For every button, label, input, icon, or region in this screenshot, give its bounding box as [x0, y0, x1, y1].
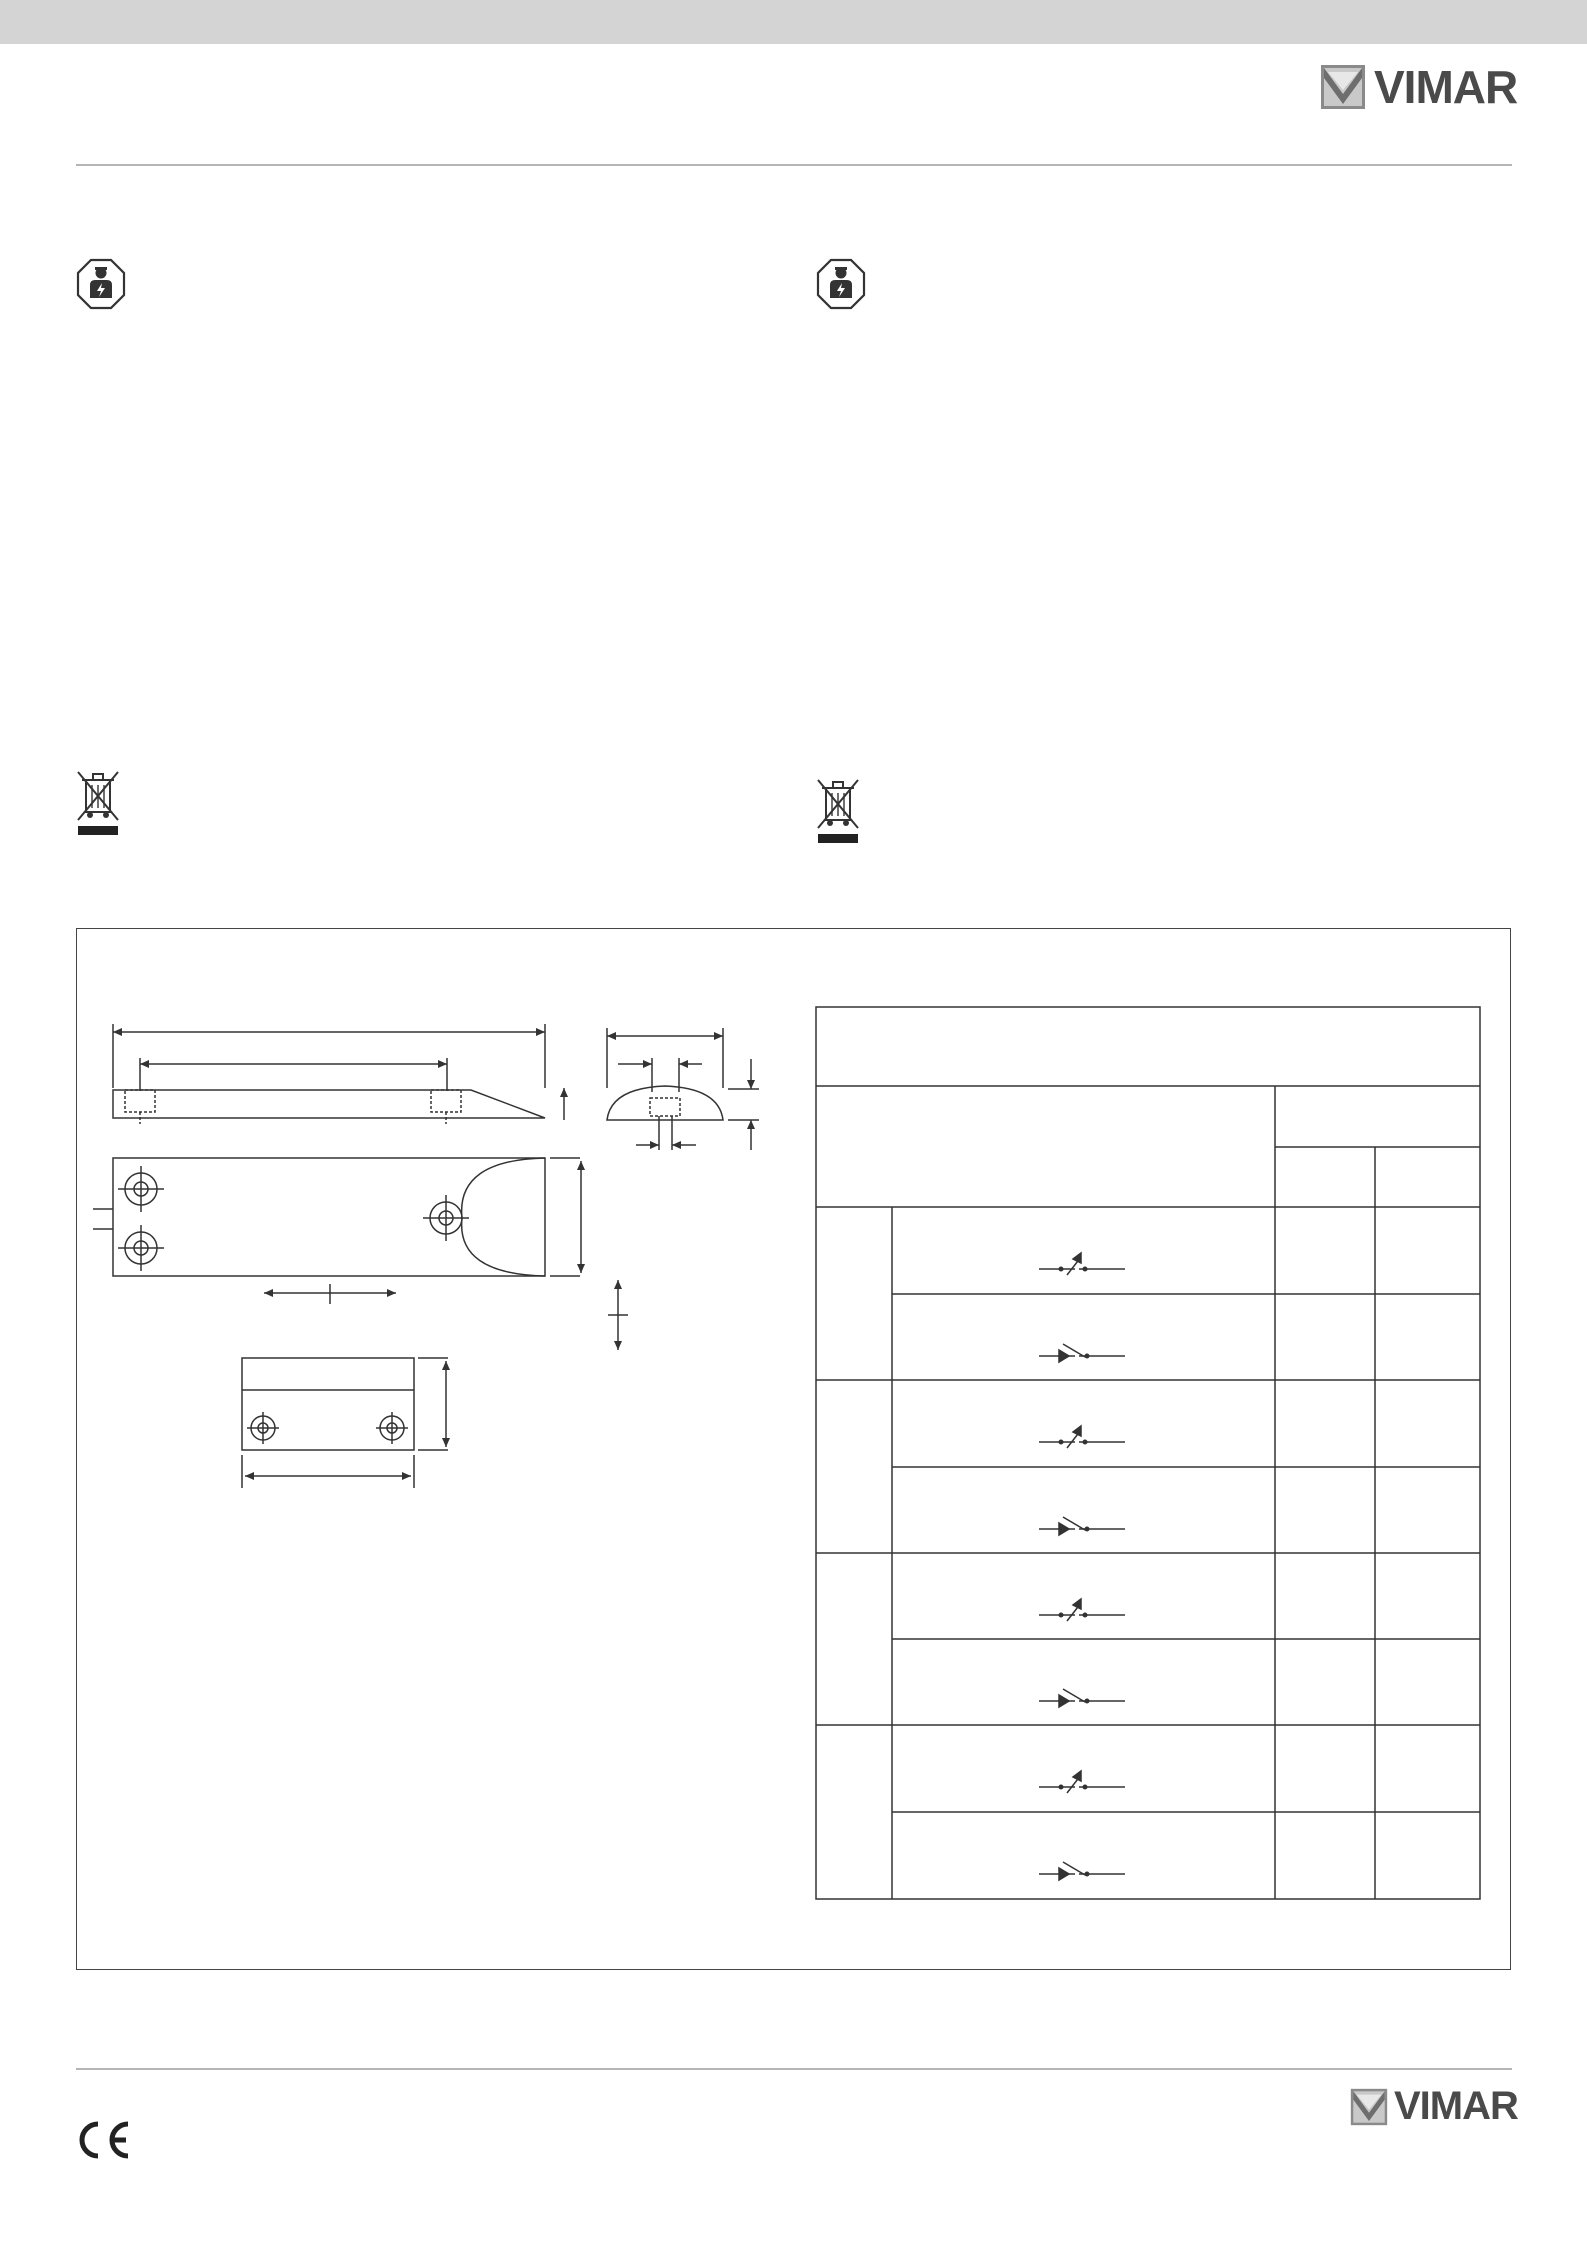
- contact-open-icon: [1039, 1689, 1125, 1707]
- contact-side-view: [113, 1024, 564, 1124]
- vimar-logo: [1320, 60, 1517, 114]
- vimar-logo-mark-icon: [1320, 64, 1366, 110]
- weee-crossed-bin-icon: [814, 776, 862, 846]
- ce-mark-icon: [74, 2118, 132, 2162]
- dimension-drawings: [76, 928, 776, 1528]
- contact-closed-icon: [1039, 1426, 1125, 1448]
- contact-top-view: [93, 1158, 628, 1350]
- contact-open-icon: [1039, 1517, 1125, 1535]
- installer-warning-icon: [76, 258, 126, 310]
- installer-warning-icon: [816, 258, 866, 310]
- contact-closed-icon: [1039, 1253, 1125, 1275]
- contact-closed-icon: [1039, 1771, 1125, 1793]
- contact-closed-icon: [1039, 1599, 1125, 1621]
- weee-crossed-bin-icon: [74, 768, 122, 838]
- magnet-top-view: [242, 1358, 448, 1488]
- brand-name: VIMAR: [1394, 2084, 1518, 2128]
- top-bar: [0, 0, 1587, 44]
- header-divider: [76, 164, 1512, 166]
- contact-table: [815, 1006, 1481, 1901]
- footer-divider: [76, 2068, 1512, 2070]
- contact-open-icon: [1039, 1862, 1125, 1880]
- vimar-logo-mark-icon: [1350, 2088, 1388, 2126]
- contact-open-icon: [1039, 1344, 1125, 1362]
- vimar-logo-footer: [1350, 2084, 1518, 2129]
- brand-name: VIMAR: [1374, 61, 1518, 113]
- contact-end-view: [607, 1028, 759, 1150]
